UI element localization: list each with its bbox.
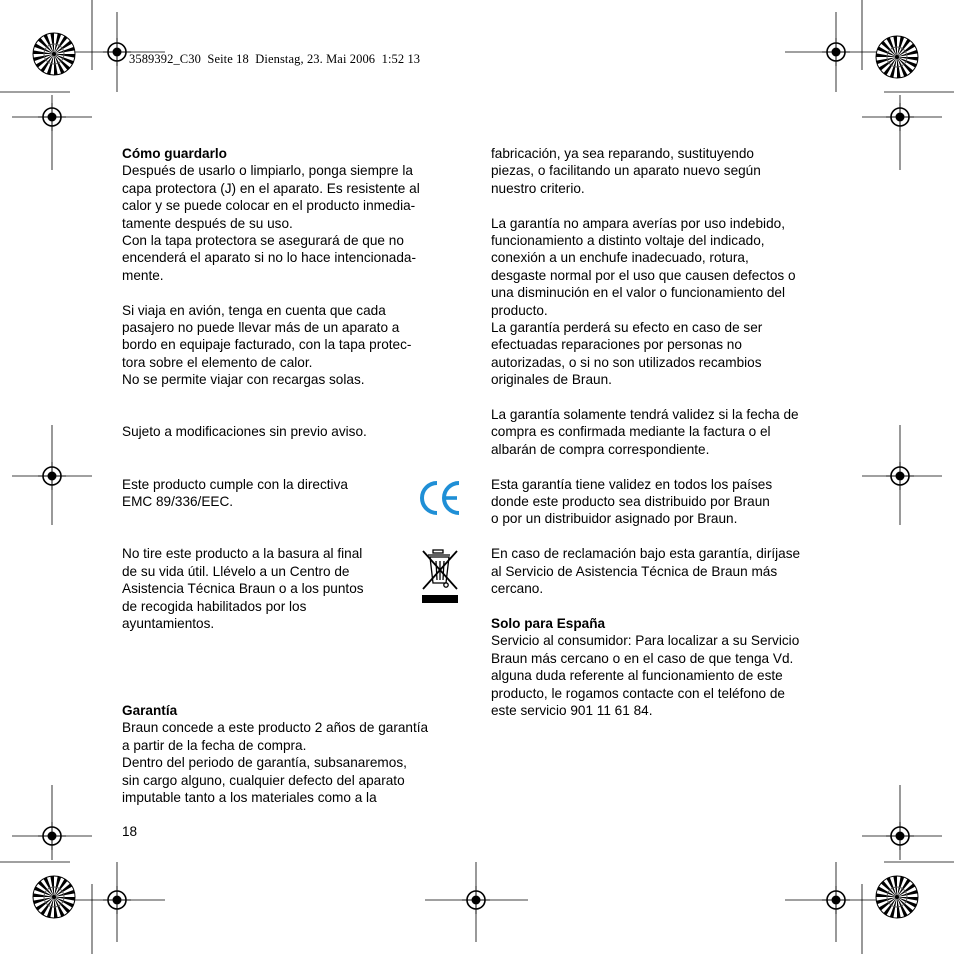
spain-heading: Solo para España bbox=[491, 615, 606, 631]
print-header: 3589392_C30 Seite 18 Dienstag, 23. Mai 2006 1:52 13 bbox=[129, 52, 421, 66]
registration-mark-icon bbox=[886, 462, 914, 490]
registration-mark-icon bbox=[822, 38, 850, 66]
notice-paragraph: Sujeto a modificaciones sin previo aviso. bbox=[122, 424, 367, 440]
spain-service-paragraph: Servicio al consumidor: Para localizar a su Servicio Braun más cercano o en el caso de que tenga Vd. alguna duda referente al funcionamiento de este producto, le rogamos contacte con el teléfono de este servicio 901 11 61 84. bbox=[491, 633, 800, 718]
warranty-validity-paragraph: La garantía solamente tendrá validez si la fecha de compra es confirmada mediante la factura o el albarán de compra correspondiente. bbox=[491, 407, 799, 457]
starburst-target-icon bbox=[876, 36, 918, 78]
registration-mark-icon bbox=[38, 103, 66, 131]
warranty-heading: Garantía bbox=[122, 702, 178, 718]
registration-mark-icon bbox=[38, 822, 66, 850]
page-number: 18 bbox=[122, 824, 138, 839]
disposal-paragraph: No tire este producto a la basura al final de su vida útil. Llévelo a un Centro de Asistencia Técnica Braun o a los puntos de recogida habilitados por los ayuntamientos. bbox=[122, 546, 364, 631]
right-column bbox=[491, 145, 836, 719]
ce-mark-icon bbox=[418, 479, 462, 517]
registration-mark-icon bbox=[886, 822, 914, 850]
warranty-claims-paragraph: En caso de reclamación bajo esta garantía, diríjase al Servicio de Asistencia Técnica de Braun más cercano. bbox=[491, 546, 801, 597]
starburst-target-icon bbox=[876, 876, 918, 918]
storage-paragraph: Después de usarlo o limpiarlo, ponga siempre la capa protectora (J) en el aparato. Es resistente al calor y se puede colocar en el producto inmedia- tamente después de su uso. Con la tapa protectora se asegurará de que no encenderá el aparato si no lo hace intencionada- mente. bbox=[122, 163, 420, 283]
warranty-continued-paragraph: fabricación, ya sea reparando, sustituyendo piezas, o facilitando un aparato nuevo según nuestro criterio. bbox=[491, 146, 761, 196]
storage-heading: Cómo guardarlo bbox=[122, 146, 227, 161]
registration-mark-icon bbox=[462, 886, 490, 914]
starburst-target-icon bbox=[33, 876, 75, 918]
travel-paragraph: Si viaja en avión, tenga en cuenta que cada pasajero no puede llevar más de un aparato a bordo en equipaje facturado, con la tapa protec- tora sobre el elemento de calor. No se permite viajar con recargas solas. bbox=[122, 302, 412, 388]
warranty-countries-paragraph: Esta garantía tiene validez en todos los países donde este producto sea distribuido por Braun o por un distribuidor asignado por Braun. bbox=[491, 476, 773, 527]
registration-mark-icon bbox=[38, 462, 66, 490]
crossed-out-wheelie-bin-icon bbox=[420, 547, 460, 605]
starburst-target-icon bbox=[33, 33, 75, 75]
emc-paragraph: Este producto cumple con la directiva EMC 89/336/EEC. bbox=[122, 476, 348, 510]
registration-mark-icon bbox=[822, 886, 850, 914]
registration-mark-icon bbox=[103, 38, 131, 66]
warranty-paragraph: Braun concede a este producto 2 años de garantía a partir de la fecha de compra. Dentro del periodo de garantía, subsanaremos, sin cargo alguno, cualquier defecto del aparato imputable tanto a los materiales como a la bbox=[122, 720, 429, 805]
left-column bbox=[122, 145, 467, 806]
warranty-exclusions-paragraph: La garantía no ampara averías por uso indebido, funcionamiento a distinto voltaje del indicado, conexión a un enchufe inadecuado, rotura, desgaste normal por el uso que causen defectos o una disminución en el valor o funcionamiento del producto. La garantía perderá su efecto en caso de ser efectuadas reparaciones por personas no autorizadas, o si no son utilizados recambios originales de Braun. bbox=[491, 215, 796, 388]
registration-mark-icon bbox=[103, 886, 131, 914]
registration-mark-icon bbox=[886, 103, 914, 131]
